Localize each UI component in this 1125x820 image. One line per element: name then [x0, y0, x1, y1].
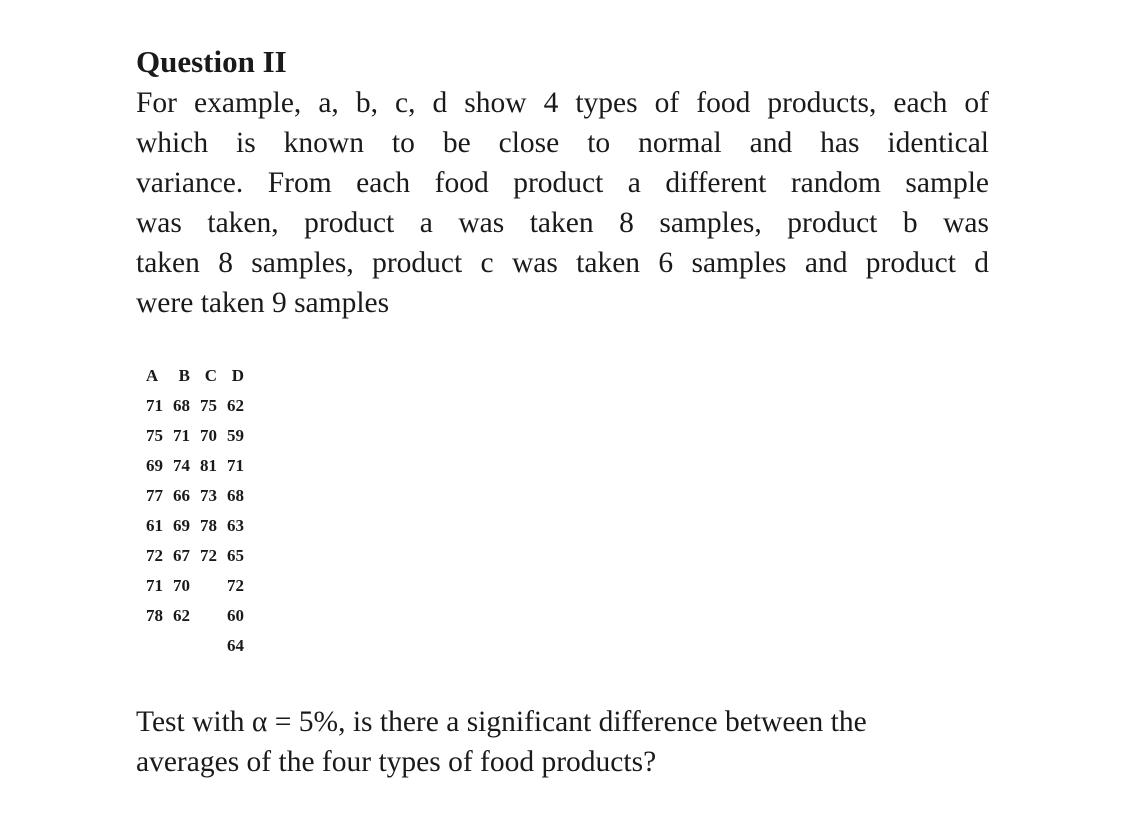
- table-body: [135, 391, 244, 661]
- table-cell: 72: [200, 546, 217, 565]
- table-cell: 78: [200, 516, 217, 535]
- table-cell: 71: [146, 576, 163, 595]
- table-row: [135, 511, 244, 541]
- table-row: [135, 541, 244, 571]
- table-row: [135, 451, 244, 481]
- problem-statement: [136, 83, 989, 323]
- table-row: [135, 631, 244, 661]
- table-cell: [135, 631, 163, 661]
- problem-line: variance. From each food product a different random sample: [136, 167, 989, 199]
- table-cell: [163, 631, 190, 661]
- table-cell: 69: [146, 456, 163, 475]
- table-cell: 66: [173, 486, 190, 505]
- table-cell: 60: [227, 606, 244, 625]
- table-cell: 61: [146, 516, 163, 535]
- table-cell: 69: [173, 516, 190, 535]
- problem-line: For example, a, b, c, d show 4 types of food products, each of: [136, 87, 989, 119]
- test-question: [136, 702, 989, 782]
- table-cell: 71: [227, 456, 244, 475]
- table-cell: 70: [200, 426, 217, 445]
- question-line: Test with α = 5%, is there a significant difference between the: [136, 706, 867, 738]
- table-cell: 75: [200, 396, 217, 415]
- table-cell: 62: [227, 396, 244, 415]
- table-row: [135, 601, 244, 631]
- table-row: [135, 391, 244, 421]
- table-cell: 65: [227, 546, 244, 565]
- table-row: [135, 571, 244, 601]
- column-header-b: B: [178, 366, 190, 385]
- table-cell: 68: [173, 396, 190, 415]
- table-cell: 71: [173, 426, 190, 445]
- question-line: averages of the four types of food products?: [136, 746, 657, 778]
- table-cell: 70: [173, 576, 190, 595]
- table-cell: 68: [227, 486, 244, 505]
- table-cell: 73: [200, 486, 217, 505]
- column-header-d: D: [231, 366, 244, 385]
- sample-data-table: [135, 361, 244, 661]
- table-cell: 72: [227, 576, 244, 595]
- column-header-a: A: [145, 366, 159, 385]
- table-cell: 74: [173, 456, 190, 475]
- table-cell: 81: [200, 456, 217, 475]
- problem-line: were taken 9 samples: [136, 287, 390, 319]
- table-cell: 64: [227, 636, 244, 655]
- problem-line: taken 8 samples, product c was taken 6 samples and product d: [136, 247, 989, 279]
- table-cell: 72: [146, 546, 163, 565]
- column-header-c: C: [204, 366, 217, 385]
- table-row: [135, 421, 244, 451]
- question-title: Question II: [136, 44, 287, 79]
- table-cell: 75: [146, 426, 163, 445]
- table-header-row: [135, 361, 244, 391]
- table-cell: 67: [173, 546, 190, 565]
- table-row: [135, 481, 244, 511]
- table-cell: [190, 601, 217, 631]
- problem-line: was taken, product a was taken 8 samples, product b was: [136, 207, 989, 239]
- table-cell: 77: [146, 486, 163, 505]
- table-cell: [190, 571, 217, 601]
- table-cell: 63: [227, 516, 244, 535]
- table-cell: 78: [146, 606, 163, 625]
- table-cell: 59: [227, 426, 244, 445]
- problem-line: which is known to be close to normal and has identical: [136, 127, 989, 159]
- table-cell: 62: [173, 606, 190, 625]
- table-cell: [190, 631, 217, 661]
- table-cell: 71: [146, 396, 163, 415]
